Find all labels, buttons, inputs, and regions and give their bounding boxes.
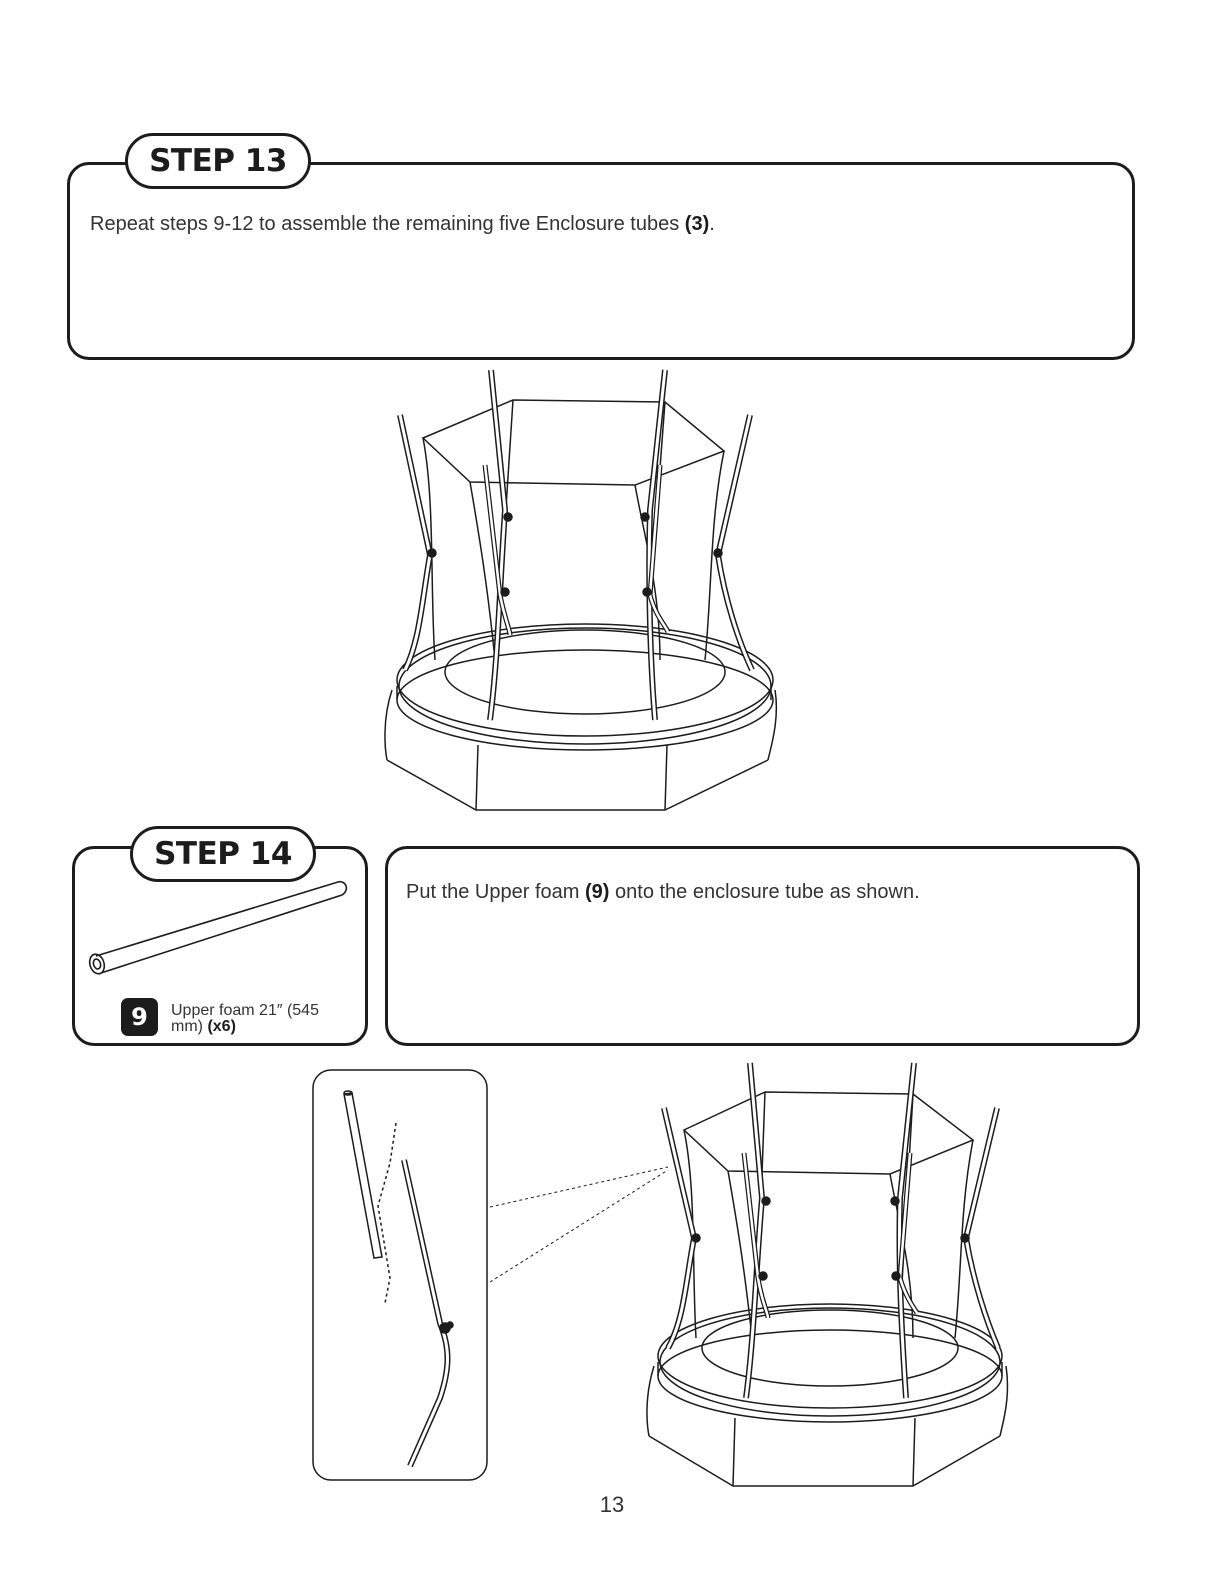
trampoline-enclosure-illustration-step-14 [630,1058,1030,1498]
step-13-title: STEP 13 [125,133,311,189]
page-number: 13 [599,1492,625,1517]
foam-install-detail-illustration [310,1068,490,1483]
part-number-badge: 9 [121,998,158,1036]
step-14-title: STEP 14 [130,826,316,882]
trampoline-enclosure-illustration-step-13 [360,360,780,825]
step-14-instruction [406,881,920,904]
part-quantity: (x6) [207,1018,236,1035]
part-name: Upper foam 21″ (545 mm) [171,1002,319,1035]
step-14-text-before: Put the Upper foam [406,881,580,903]
step-14-part-ref: (9) [585,881,610,903]
step-14-text-after: onto the enclosure tube as shown. [615,881,920,903]
step-13-panel [67,162,1135,360]
step-13-instruction: Repeat steps 9-12 to assemble the remaining five Enclosure tubes (3). [90,213,715,235]
step-13-part-ref: (3) [684,213,710,235]
upper-foam-icon [84,876,354,981]
part-label [171,1003,341,1035]
step-13-text: Repeat steps 9-12 to assemble the remaining five Enclosure tubes [90,213,680,235]
step-14-instruction-panel [385,846,1140,1046]
